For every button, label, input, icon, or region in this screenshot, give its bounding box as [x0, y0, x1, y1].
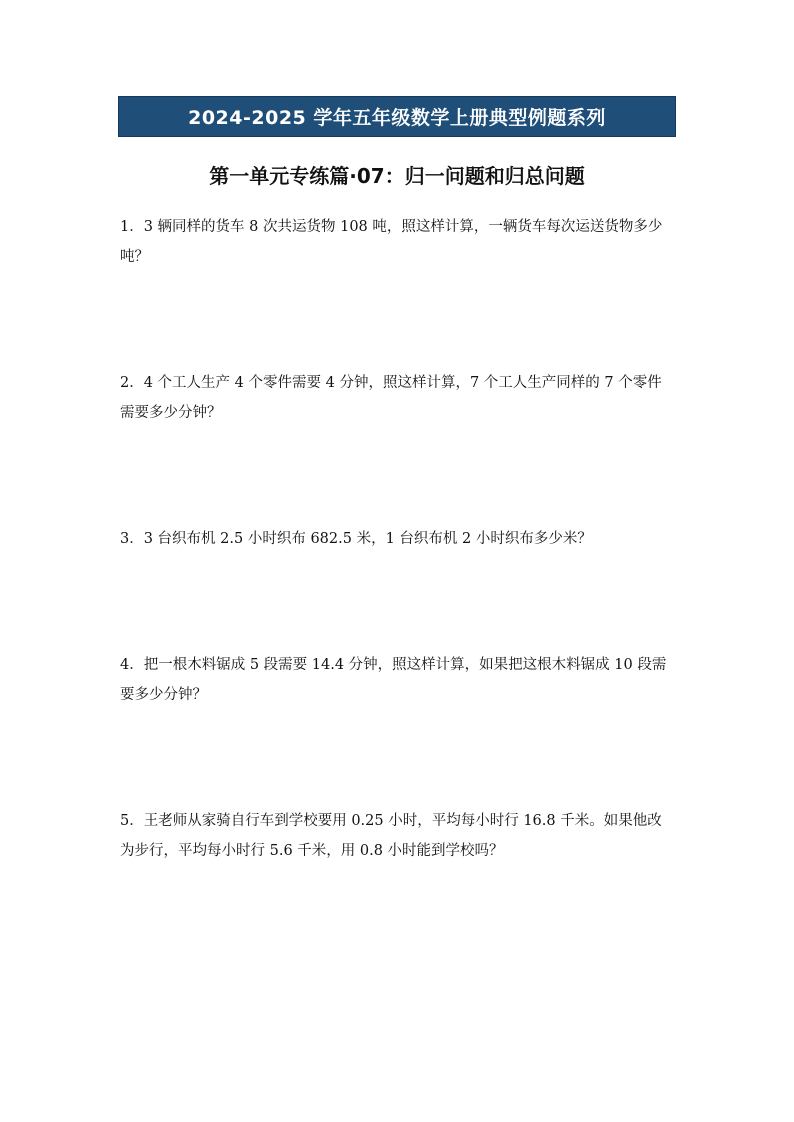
- series-title: 2024-2025 学年五年级数学上册典型例题系列: [188, 107, 606, 129]
- unit-title: 第一单元专练篇·07：归一问题和归总问题: [209, 164, 585, 188]
- question-3: 3．3 台织布机 2.5 小时织布 682.5 米，1 台织布机 2 小时织布多少米？: [120, 531, 592, 547]
- question-2: 2．4 个工人生产 4 个零件需要 4 分钟，照这样计算，7 个工人生产同样的 7 个零件需要多少分钟？: [120, 375, 662, 421]
- series-title-banner: [118, 96, 676, 137]
- question-1: 1．3 辆同样的货车 8 次共运货物 108 吨，照这样计算，一辆货车每次运送货物多少吨？: [120, 219, 663, 265]
- question-5: 5．王老师从家骑自行车到学校要用 0.25 小时，平均每小时行 16.8 千米。如果他改为步行，平均每小时行 5.6 千米，用 0.8 小时能到学校吗？: [120, 813, 662, 859]
- question-4: 4．把一根木料锯成 5 段需要 14.4 分钟，照这样计算，如果把这根木料锯成 10 段需要多少分钟？: [120, 657, 667, 703]
